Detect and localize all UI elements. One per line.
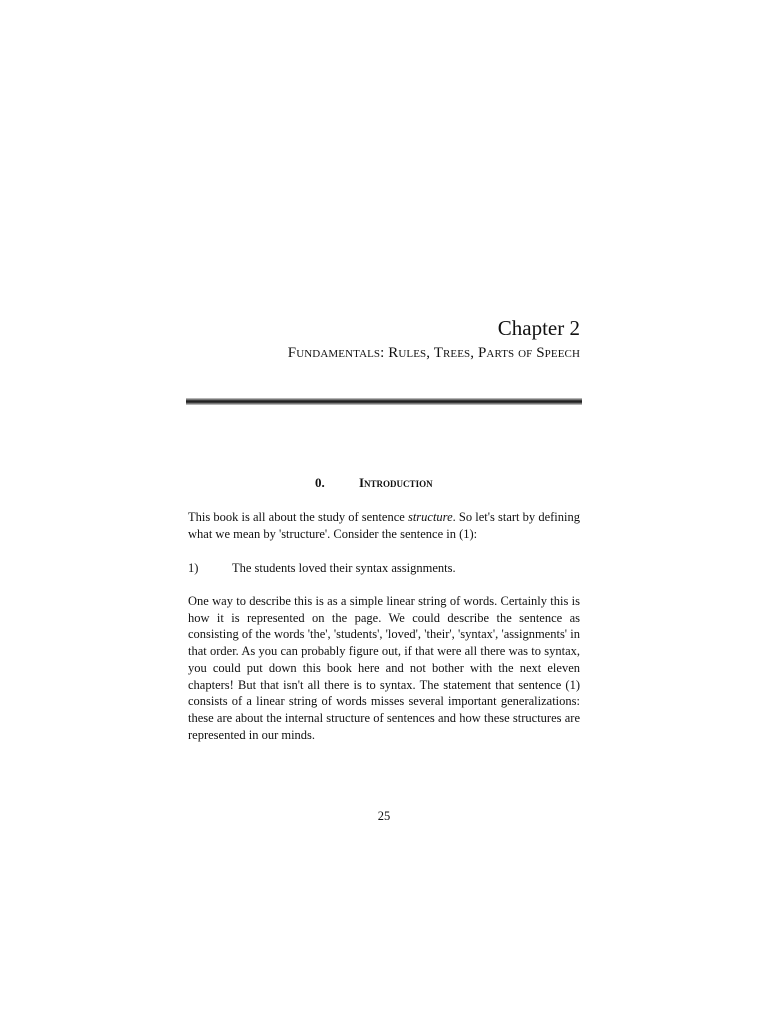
page-number: 25 <box>377 809 391 823</box>
chapter-divider-rule <box>186 398 582 405</box>
intro-paragraph-start: This book is all about the study of sentence <box>188 510 408 524</box>
emphasized-term: structure <box>407 510 453 524</box>
body-paragraph: One way to describe this is as a simple linear string of words. Certainly this is how it is represented on the page. We could describe the sentence as consisting of the words 'the', 'students', 'loved', 'their', 'syntax', 'assignments' in that order. As you can probably figure out, if that were all there was to syntax, you could put down this book here and not bother with the next eleven chapters! But that isn't all there is to syntax. The statement that sentence (1) consists of a linear string of words misses several important generalizations: these are about the internal structure of sentences and how these structures are represented in our minds. <box>188 594 580 742</box>
intro-paragraph <box>188 509 580 542</box>
example-number: 1) <box>188 561 199 575</box>
chapter-number: Chapter 2 <box>497 316 580 340</box>
section-number: 0. <box>315 475 325 490</box>
intro-paragraph-end: . So let's start by defining what we mean by 'structure'. Consider the sentence in (1): <box>188 510 580 541</box>
example-text: The students loved their syntax assignments. <box>232 561 456 575</box>
section-title: Introduction <box>359 475 433 490</box>
chapter-subtitle: Fundamentals: Rules, Trees, Parts of Speech <box>287 345 580 361</box>
